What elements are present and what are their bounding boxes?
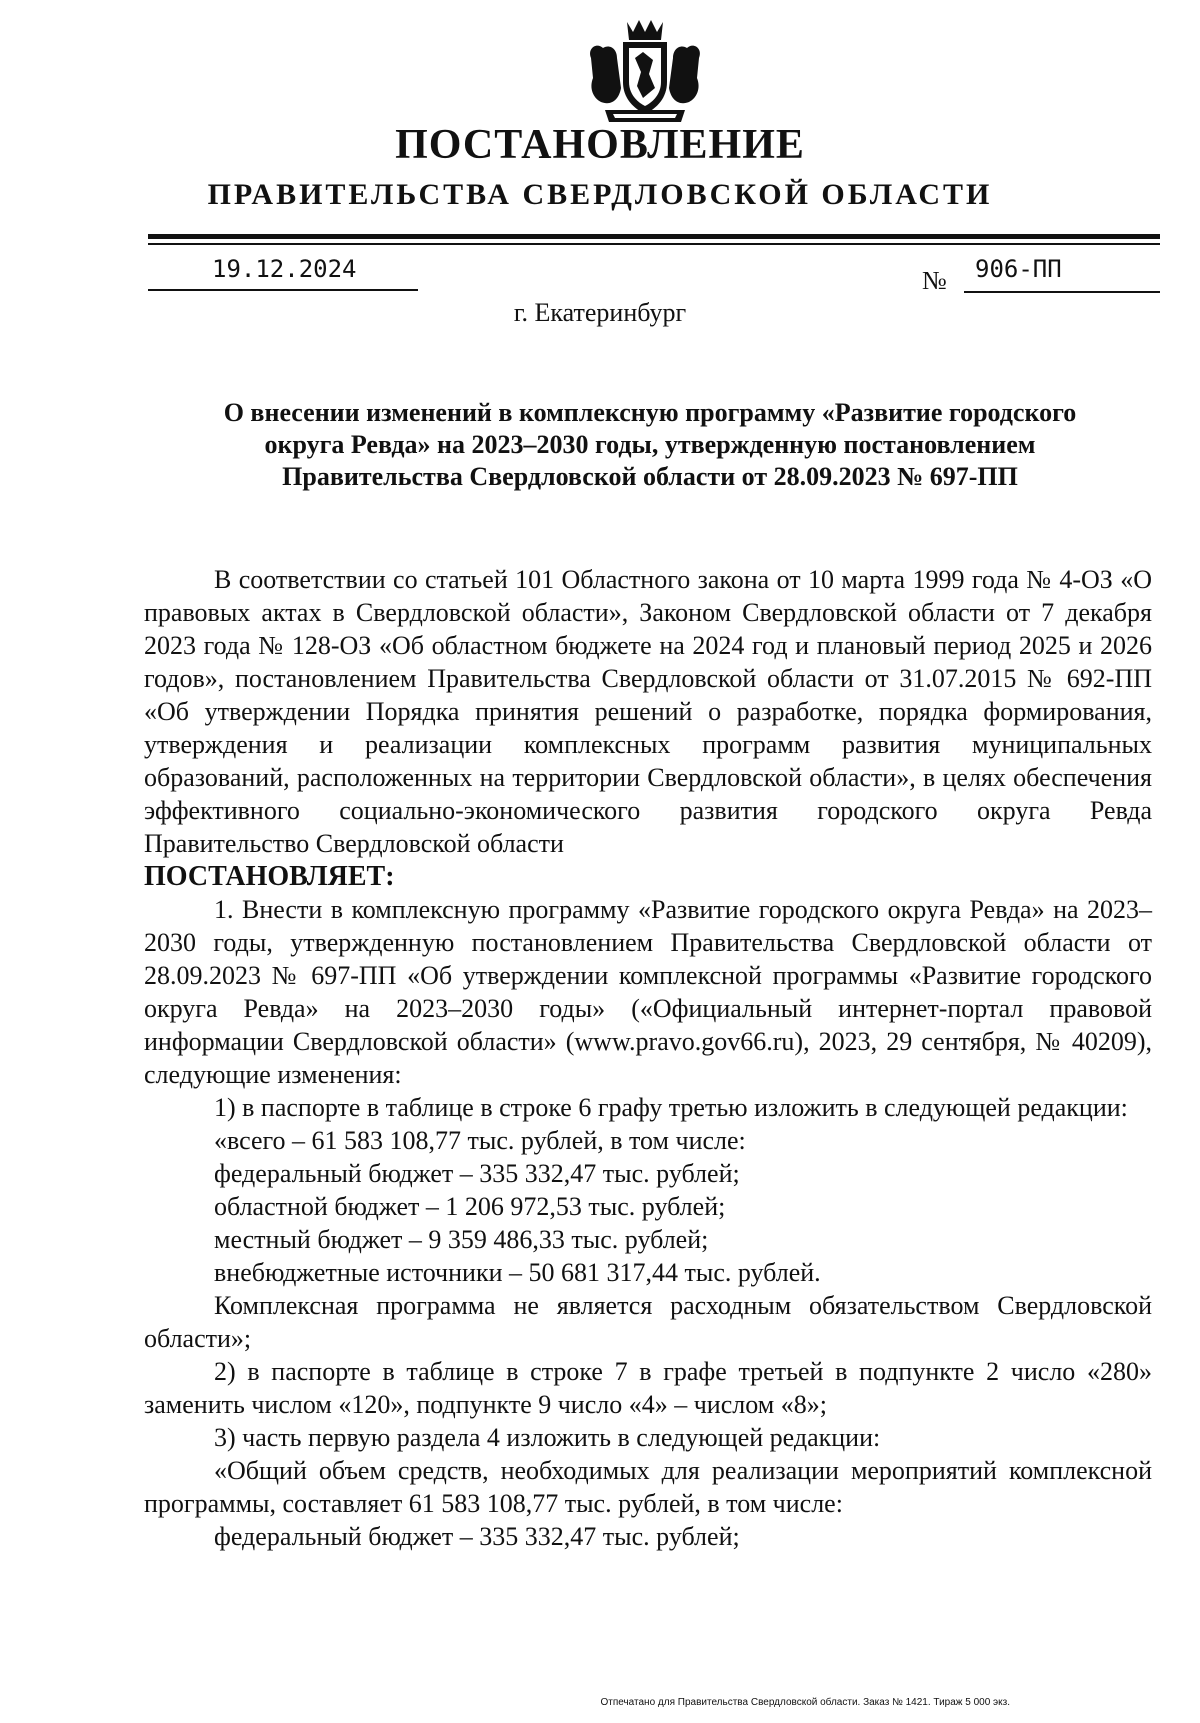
city: г. Екатеринбург <box>513 298 687 327</box>
number-label: № <box>922 266 947 295</box>
subitem-1-total: «всего – 61 583 108,77 тыс. рублей, в том числе: <box>214 1126 746 1155</box>
header-rule-thick <box>148 234 1160 239</box>
heading-line-1: О внесении изменений в комплексную программу «Развитие городского <box>223 398 1077 427</box>
document-title: ПОСТАНОВЛЕНИЕ <box>395 122 805 168</box>
subitem-3: 3) часть первую раздела 4 изложить в следующей редакции: <box>214 1423 881 1452</box>
subitem-2: 2) в паспорте в таблице в строке 7 в графе третьей в подпункте 2 число «280» заменить числом «120», подпункте 9 число «4» – числом «8»; <box>144 1357 1152 1419</box>
document-body <box>144 563 1152 1553</box>
number-underline <box>964 291 1160 293</box>
item-1: 1. Внести в комплексную программу «Развитие городского округа Ревда» на 2023–2030 годы, утвержденную постановлением Правительства Свердловской области от 28.09.2023 № 697-ПП «Об утверждении комплексной программы «Развитие городского округа Ревда» на 2023–2030 годы» («Официальный интернет-портал правовой информации Свердловской области» (www.pravo.gov66.ru), 2023, 29 сентября, № 40209), следующие изменения: <box>144 895 1152 1089</box>
subitem-3-text: «Общий объем средств, необходимых для реализации мероприятий комплексной программы, составляет 61 583 108,77 тыс. рублей, в том числе: <box>144 1456 1152 1518</box>
document-number: 906-ПП <box>975 255 1062 283</box>
document-heading <box>140 397 1160 493</box>
subitem-1-offbudget: внебюджетные источники – 50 681 317,44 тыс. рублей. <box>214 1258 821 1287</box>
preamble: В соответствии со статьей 101 Областного закона от 10 марта 1999 года № 4-ОЗ «О правовых актах в Свердловской области», Законом Свердловской области от 7 декабря 2023 года № 128-ОЗ «Об областном бюджете на 2024 год и плановый период 2025 и 2026 годов», постановлением Правительства Свердловской области от 31.07.2015 № 692-ПП «Об утверждении Порядка принятия решений о разработке, порядка формирования, утверждения и реализации комплексных программ развития муниципальных образований, расположенных на территории Свердловской области», в целях обеспечения эффективного социально-экономического развития городского округа Ревда Правительство Свердловской области <box>144 565 1152 858</box>
sverdlovsk-coat-of-arms-icon <box>583 18 707 128</box>
subitem-1: 1) в паспорте в таблице в строке 6 графу третью изложить в следующей редакции: <box>214 1093 1128 1122</box>
subitem-1-note: Комплексная программа не является расходным обязательством Свердловской области»; <box>144 1291 1152 1353</box>
subitem-3-federal: федеральный бюджет – 335 332,47 тыс. рублей; <box>214 1522 740 1551</box>
document-date: 19.12.2024 <box>212 255 357 283</box>
decree-word: ПОСТАНОВЛЯЕТ: <box>144 861 395 892</box>
print-imprint: Отпечатано для Правительства Свердловской области. Заказ № 1421. Тираж 5 000 экз. <box>600 1697 1010 1708</box>
document-subtitle: ПРАВИТЕЛЬСТВА СВЕРДЛОВСКОЙ ОБЛАСТИ <box>207 178 993 211</box>
heading-line-3: Правительства Свердловской области от 28.09.2023 № 697-ПП <box>282 462 1018 491</box>
date-underline <box>148 289 418 291</box>
subitem-1-local: местный бюджет – 9 359 486,33 тыс. рублей; <box>214 1225 709 1254</box>
heading-line-2: округа Ревда» на 2023–2030 годы, утвержденную постановлением <box>264 430 1036 459</box>
subitem-1-federal: федеральный бюджет – 335 332,47 тыс. рублей; <box>214 1159 740 1188</box>
header-rule-thin <box>148 243 1160 245</box>
subitem-1-regional: областной бюджет – 1 206 972,53 тыс. рублей; <box>214 1192 726 1221</box>
